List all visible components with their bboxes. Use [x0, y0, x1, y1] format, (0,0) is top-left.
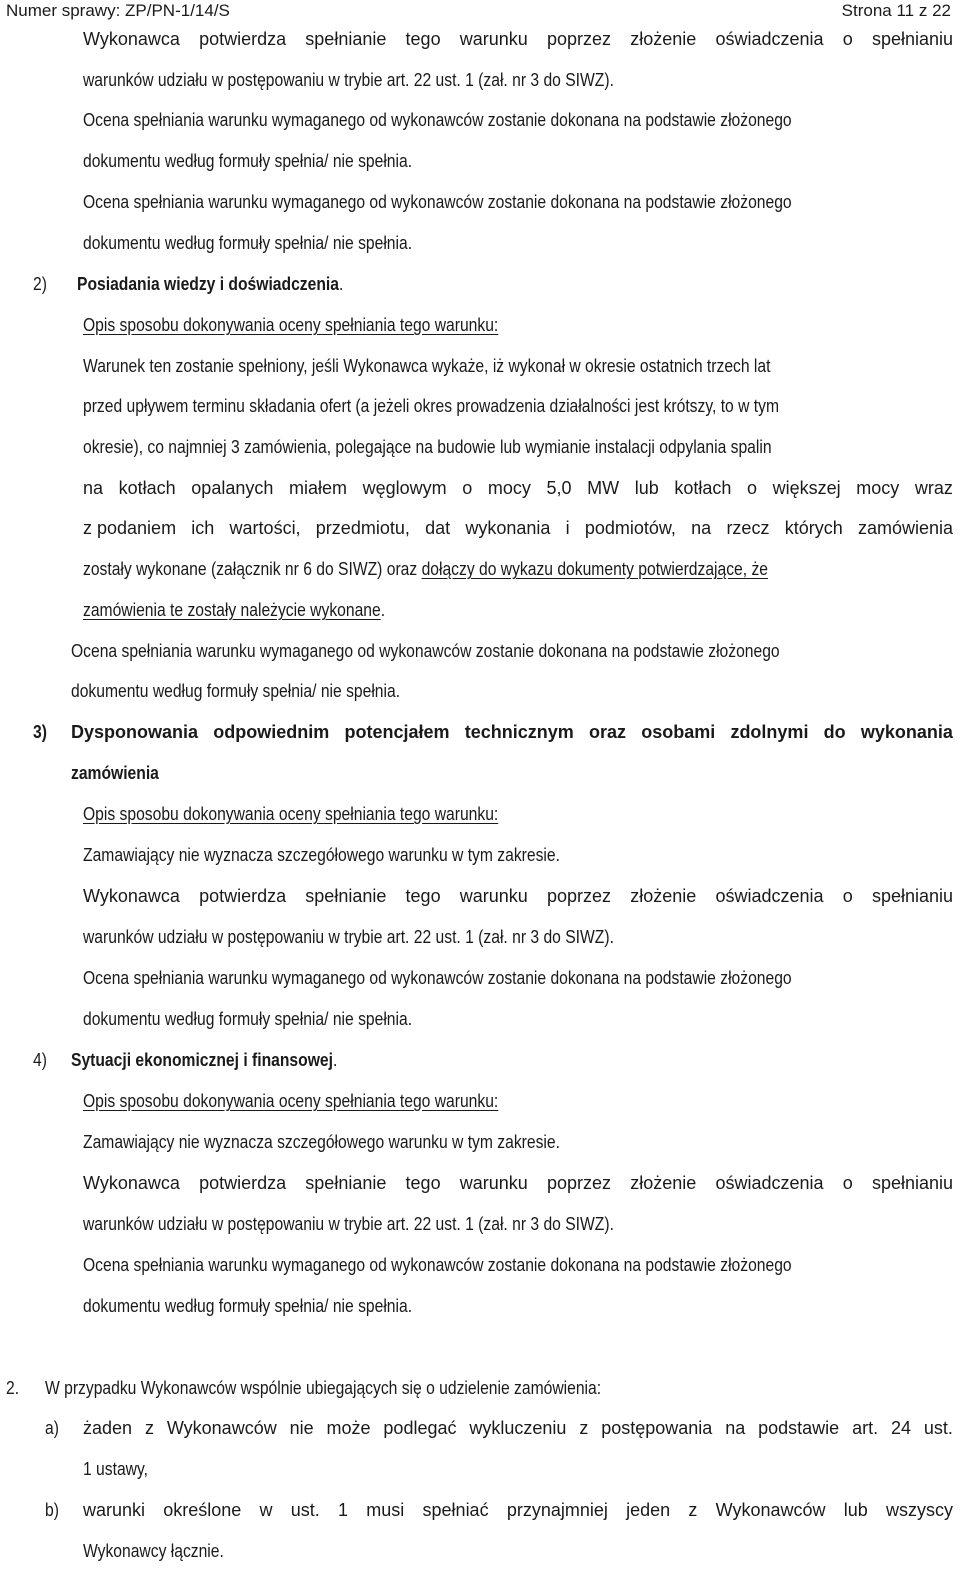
item-title: zamówienia [71, 763, 159, 783]
text-line: Ocena spełniania warunku wymaganego od wykonawców zostanie dokonana na podstawie złożonego [83, 968, 792, 988]
word: w [259, 1500, 273, 1520]
word: oraz [588, 722, 626, 742]
word: wartości, [229, 518, 301, 538]
word: postępowania [601, 1418, 713, 1438]
text-line: dokumentu według formuły spełnia/ nie spełnia. [83, 1296, 413, 1316]
text-line: dokumentu według formuły spełnia/ nie spełnia. [83, 151, 413, 171]
word: spełniać [422, 1500, 489, 1520]
justified-line [83, 515, 953, 541]
word: złożenie [630, 29, 697, 49]
word: na [83, 478, 104, 498]
word: ust. [923, 1418, 953, 1438]
text-line: dokumentu według formuły spełnia/ nie spełnia. [71, 681, 401, 701]
word: złożenie [630, 1173, 697, 1193]
word: odpowiednim [213, 722, 330, 742]
word: oświadczenia [715, 886, 824, 906]
item-title: Sytuacji ekonomicznej i finansowej [71, 1050, 333, 1070]
text-line: warunków udziału w postępowaniu w trybie art. 22 ust. 1 (zał. nr 3 do SIWZ). [83, 1214, 614, 1234]
word: spełnianie [305, 886, 387, 906]
word: podlegać [383, 1418, 457, 1438]
text-line: warunków udziału w postępowaniu w trybie art. 22 ust. 1 (zał. nr 3 do SIWZ). [83, 927, 614, 947]
word: o [842, 29, 853, 49]
word: jeden [626, 1500, 671, 1520]
text-line: przed upływem terminu składania ofert (a jeżeli okres prowadzenia działalności jest krótszy, to w tym [83, 396, 779, 416]
word: ich [191, 518, 215, 538]
word: warunki [83, 1500, 146, 1520]
text-line [83, 556, 768, 582]
word: MW [587, 478, 620, 498]
word: spełnianiu [871, 886, 953, 906]
page-number: Strona 11 z 22 [841, 1, 951, 20]
word: dat [425, 518, 451, 538]
word: ust. [290, 1500, 320, 1520]
word: z [688, 1500, 698, 1520]
word: o [842, 886, 853, 906]
word: złożenie [630, 886, 697, 906]
word: rzecz [726, 518, 770, 538]
word: poprzez [547, 29, 612, 49]
word: oświadczenia [715, 29, 824, 49]
word: do [823, 722, 846, 742]
word: żaden [83, 1418, 133, 1438]
word: 5,0 [546, 478, 572, 498]
word: spełnianie [305, 29, 387, 49]
word: osobami [641, 722, 716, 742]
justified-line [83, 883, 953, 909]
word: miałem [288, 478, 347, 498]
text-line: Ocena spełniania warunku wymaganego od wykonawców zostanie dokonana na podstawie złożonego [83, 192, 792, 212]
list-letter: b) [45, 1500, 59, 1520]
punctuation: . [380, 600, 386, 620]
word: tego [405, 886, 441, 906]
word: Wykonawców [166, 1418, 277, 1438]
section-number: 2. [6, 1378, 20, 1398]
word: zamówienia [857, 518, 953, 538]
punctuation: . [338, 274, 344, 294]
word: o [842, 1173, 853, 1193]
page-header [0, 0, 960, 22]
text-line: okresie), co najmniej 3 zamówienia, polegające na budowie lub wymianie instalacji odpylania spalin [83, 437, 772, 457]
word: określone [163, 1500, 242, 1520]
word: nie [289, 1418, 314, 1438]
word: wykluczeniu [469, 1418, 567, 1438]
punctuation: . [332, 1050, 338, 1070]
text-line: Zamawiający nie wyznacza szczegółowego warunku w tym zakresie. [83, 1132, 560, 1152]
word: technicznym [464, 722, 574, 742]
word: Wykonawca [83, 886, 180, 906]
item-heading [71, 1047, 337, 1073]
word: z podaniem [83, 518, 177, 538]
justified-line [83, 1497, 953, 1523]
word: zdolnymi [730, 722, 809, 742]
word: Wykonawca [83, 1173, 180, 1193]
item-number: 2) [33, 274, 47, 294]
word: przynajmniej [506, 1500, 608, 1520]
justified-line [83, 475, 953, 501]
item-number: 3) [33, 722, 47, 742]
word: warunku [459, 29, 528, 49]
word: Wykonawca [83, 29, 180, 49]
word: przedmiotu, [315, 518, 410, 538]
word: tego [405, 1173, 441, 1193]
word: spełnianie [305, 1173, 387, 1193]
text-line: Ocena spełniania warunku wymaganego od wykonawców zostanie dokonana na podstawie złożonego [83, 1255, 792, 1275]
text-line: Warunek ten zostanie spełniony, jeśli Wykonawca wykaże, iż wykonał w okresie ostatnich trzech lat [83, 356, 771, 376]
word: Wykonawców [715, 1500, 826, 1520]
underlined-text: dołączy do wykazu dokumenty potwierdzające, że [421, 559, 769, 579]
word: i [565, 518, 570, 538]
word: wszyscy [885, 1500, 953, 1520]
text-line: 1 ustawy, [83, 1459, 148, 1479]
list-letter: a) [45, 1418, 59, 1438]
word: wykonania [465, 518, 551, 538]
word: o [462, 478, 473, 498]
item-heading [77, 271, 343, 297]
assessment-method-heading: Opis sposobu dokonywania oceny spełniania tego warunku: [83, 1091, 499, 1111]
item-title [71, 719, 953, 745]
text-span: zostały wykonane (załącznik nr 6 do SIWZ) oraz [83, 559, 422, 579]
word: 24 [890, 1418, 912, 1438]
word: kotłach [674, 478, 732, 498]
word: mocy [487, 478, 531, 498]
word: większej [772, 478, 841, 498]
word: potwierdza [199, 29, 287, 49]
word: wykonania [860, 722, 953, 742]
word: warunku [459, 1173, 528, 1193]
text-line: dokumentu według formuły spełnia/ nie spełnia. [83, 1009, 413, 1029]
word: potwierdza [199, 886, 287, 906]
assessment-method-heading: Opis sposobu dokonywania oceny spełniania tego warunku: [83, 804, 499, 824]
justified-line [83, 26, 953, 52]
text-line: Ocena spełniania warunku wymaganego od wykonawców zostanie dokonana na podstawie złożonego [71, 641, 780, 661]
text-line: W przypadku Wykonawców wspólnie ubiegających się o udzielenie zamówienia: [45, 1378, 602, 1398]
text-line [83, 597, 385, 623]
text-line: Wykonawcy łącznie. [83, 1541, 224, 1561]
item-title: Posiadania wiedzy i doświadczenia [77, 274, 339, 294]
word: warunku [459, 886, 528, 906]
word: na [725, 1418, 746, 1438]
word: spełnianiu [871, 29, 953, 49]
case-number: Numer sprawy: ZP/PN-1/14/S [6, 1, 230, 20]
word: lub [843, 1500, 868, 1520]
text-line: dokumentu według formuły spełnia/ nie spełnia. [83, 233, 413, 253]
word: opalanych [191, 478, 274, 498]
word: art. [852, 1418, 879, 1438]
word: węglowym [362, 478, 447, 498]
word: o [747, 478, 758, 498]
word: wraz [914, 478, 953, 498]
word: na [691, 518, 712, 538]
word: podstawie [758, 1418, 840, 1438]
word: których [784, 518, 843, 538]
word: mocy [856, 478, 900, 498]
word: musi [366, 1500, 405, 1520]
word: poprzez [547, 886, 612, 906]
text-line: Ocena spełniania warunku wymaganego od wykonawców zostanie dokonana na podstawie złożonego [83, 110, 792, 130]
word: Dysponowania [71, 722, 199, 742]
word: potencjałem [344, 722, 450, 742]
word: 1 [338, 1500, 349, 1520]
justified-line [83, 1415, 953, 1441]
word: oświadczenia [715, 1173, 824, 1193]
word: poprzez [547, 1173, 612, 1193]
word: podmiotów, [584, 518, 676, 538]
assessment-method-heading: Opis sposobu dokonywania oceny spełniania tego warunku: [83, 315, 499, 335]
word: lub [634, 478, 659, 498]
word: może [326, 1418, 371, 1438]
item-number: 4) [33, 1050, 47, 1070]
text-line: Zamawiający nie wyznacza szczegółowego warunku w tym zakresie. [83, 845, 560, 865]
word: z [144, 1418, 154, 1438]
text-line: warunków udziału w postępowaniu w trybie art. 22 ust. 1 (zał. nr 3 do SIWZ). [83, 70, 614, 90]
word: z [579, 1418, 589, 1438]
word: spełnianiu [871, 1173, 953, 1193]
word: potwierdza [199, 1173, 287, 1193]
word: kotłach [118, 478, 176, 498]
word: tego [405, 29, 441, 49]
underlined-text: zamówienia te zostały należycie wykonane [83, 600, 381, 620]
justified-line [83, 1170, 953, 1196]
